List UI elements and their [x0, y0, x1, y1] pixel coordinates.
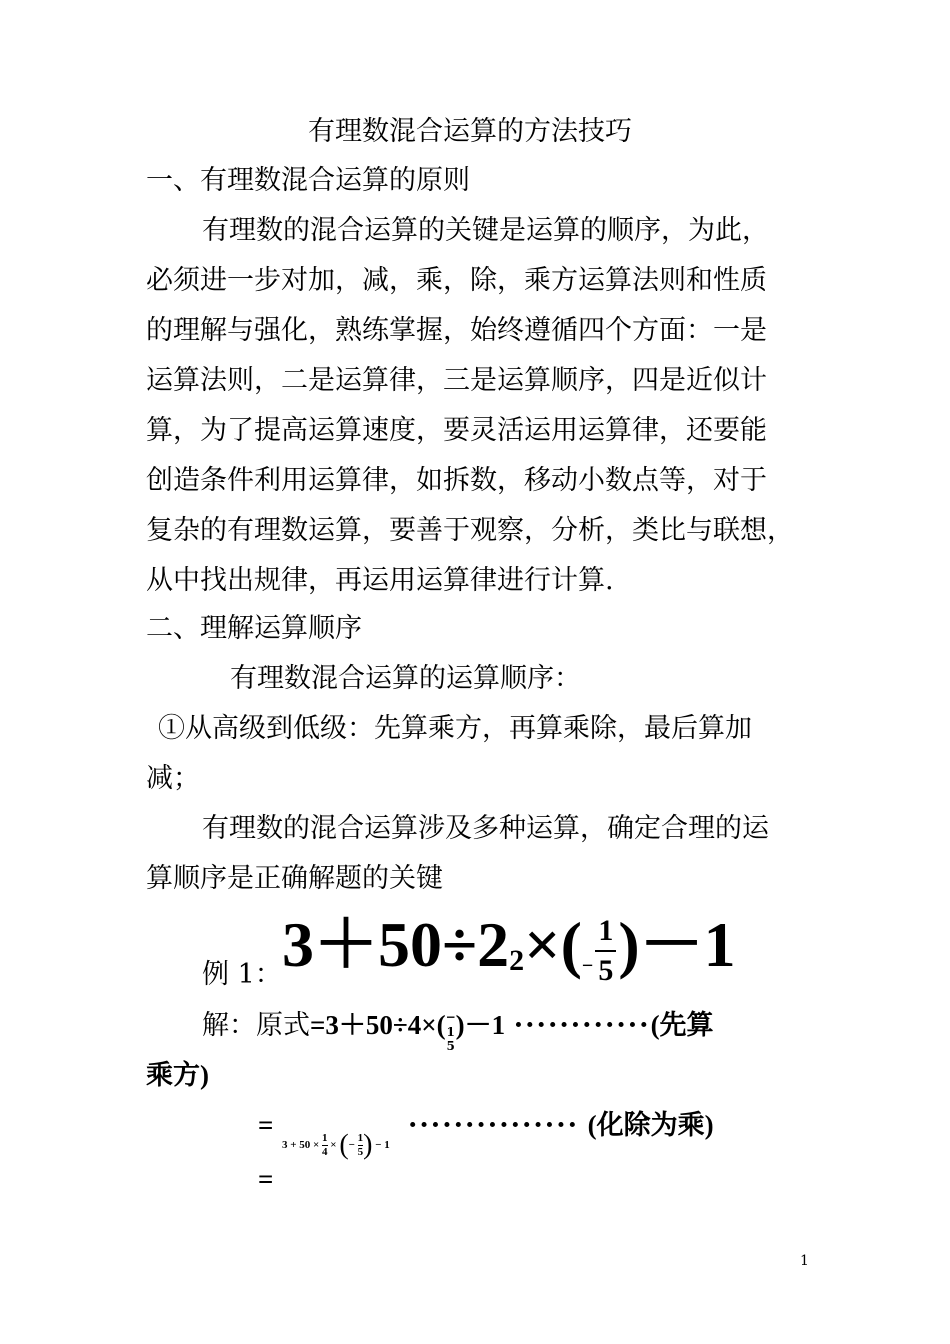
expr-suffix: )－1 — [618, 909, 736, 980]
section-heading-principles: 一、有理数混合运算的原则 — [146, 165, 470, 196]
example-label: 例 1： — [202, 959, 282, 990]
expr-fraction — [595, 916, 616, 986]
expr-exponent: 2 — [509, 944, 525, 977]
solution-label: 解：原式 — [202, 1010, 310, 1041]
solution-minus: − — [445, 1010, 456, 1025]
step-note-continued: 乘方) — [146, 1060, 209, 1090]
solution-expr: =3＋50÷4×( — [310, 1010, 446, 1040]
page-number: 1 — [800, 1253, 809, 1269]
mini-fraction — [322, 1132, 328, 1159]
paragraph-line: 必须进一步对加，减，乘，除，乘方运算法则和性质 — [146, 265, 767, 296]
close-paren: ) — [363, 1129, 373, 1161]
mini-minus: − — [348, 1139, 355, 1151]
mini-expr-part: × — [330, 1139, 337, 1151]
mini-expr-part: − 1 — [375, 1139, 390, 1151]
expr-minus: − — [581, 955, 594, 977]
rule-line: 减； — [146, 763, 200, 794]
solution-fraction-denominator: 5 — [446, 1039, 455, 1053]
solution-line-2-note — [408, 1108, 714, 1143]
expr-mid: ×( — [524, 909, 582, 980]
open-paren: ( — [339, 1129, 349, 1161]
paragraph-line: 从中找出规律，再运用运算律进行计算. — [146, 565, 614, 596]
solution-expr-end: )－1 — [455, 1010, 506, 1040]
step-note: (化除为乘) — [587, 1110, 714, 1140]
rule-line: ①从高级到低级：先算乘方，再算乘除，最后算加 — [158, 713, 752, 744]
document-title: 有理数混合运算的方法技巧 — [308, 116, 632, 147]
example-expression — [282, 905, 736, 1006]
solution-fraction-numerator — [446, 1010, 456, 1039]
paragraph-line: 运算法则，二是运算律，三是运算顺序，四是近似计 — [146, 365, 767, 396]
equals-sign: = — [258, 1110, 274, 1140]
solution-line-2 — [258, 1108, 390, 1162]
mini-fraction-numerator: 1 — [358, 1132, 364, 1146]
paragraph-line: 算，为了提高运算速度，要灵活运用运算律，还要能 — [146, 415, 767, 446]
mini-fraction-denominator: 4 — [322, 1145, 328, 1158]
paragraph-line: 的理解与强化，熟练掌握，始终遵循四个方面：一是 — [146, 315, 767, 346]
solution-fraction — [446, 1010, 456, 1053]
fraction-denominator: 5 — [598, 954, 614, 988]
order-intro: 有理数混合运算的运算顺序： — [230, 663, 581, 694]
leader-dots: ··············· — [408, 1110, 579, 1141]
paragraph-line: 复杂的有理数运算，要善于观察，分析，类比与联想， — [146, 515, 794, 546]
equals-sign: = — [258, 1164, 274, 1194]
fraction-numerator: 1 — [595, 916, 616, 952]
section-heading-order: 二、理解运算顺序 — [146, 613, 362, 644]
paragraph-line: 有理数的混合运算的关键是运算的顺序，为此， — [202, 215, 769, 246]
leader-dots: ············ — [513, 1010, 651, 1041]
solution-line-1 — [202, 1008, 714, 1053]
solution-numerator-digit: 1 — [446, 1024, 455, 1039]
mini-fraction-denominator: 5 — [357, 1145, 364, 1158]
paragraph-line: 创造条件利用运算律，如拆数，移动小数点等，对于 — [146, 465, 767, 496]
mini-expr-part: 3 + 50 × — [281, 1139, 320, 1151]
expr-prefix: 3＋50÷2 — [282, 909, 510, 980]
mini-fraction-numerator: 1 — [322, 1132, 328, 1146]
paragraph-line: 有理数的混合运算涉及多种运算，确定合理的运 — [202, 813, 769, 844]
step-note: (先算 — [650, 1010, 714, 1040]
mini-expression — [281, 1129, 390, 1161]
paragraph-line: 算顺序是正确解题的关键 — [146, 863, 443, 894]
